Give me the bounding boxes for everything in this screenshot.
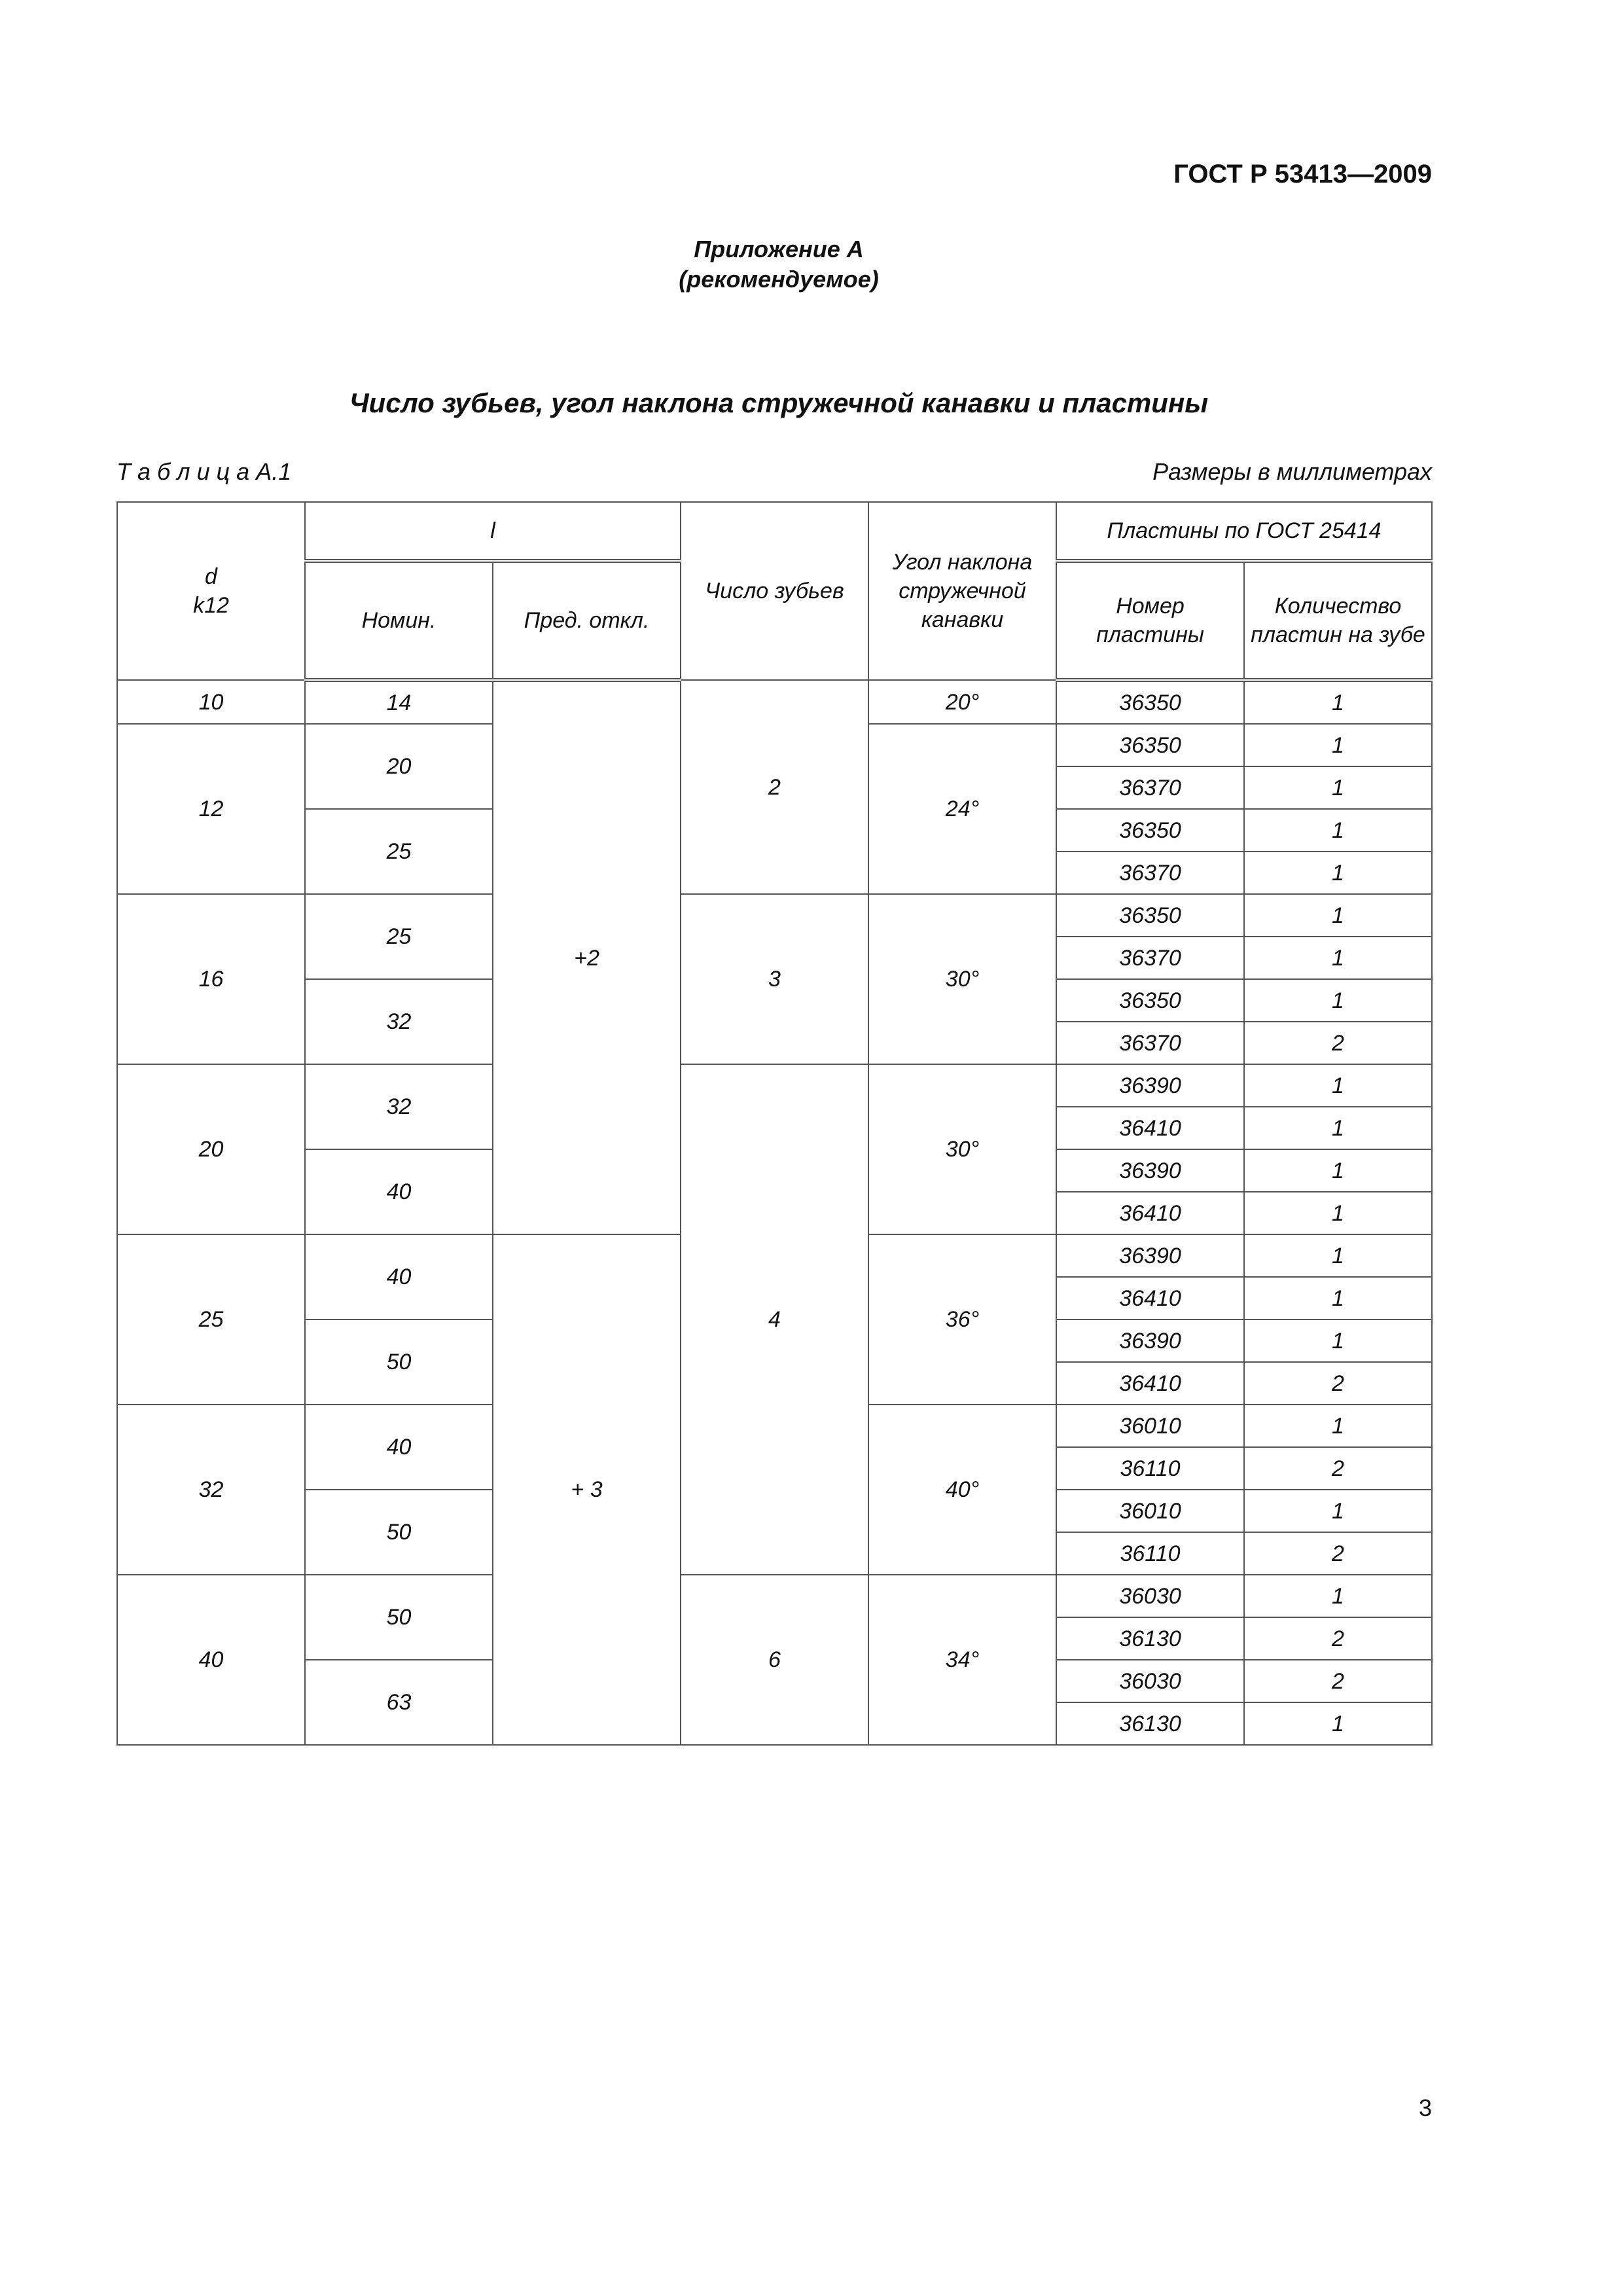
cell-d: 12 xyxy=(117,724,305,894)
cell-angle: 20° xyxy=(868,680,1056,724)
cell-d: 40 xyxy=(117,1575,305,1745)
page-number: 3 xyxy=(1418,2094,1432,2121)
cell-plate-quantity: 1 xyxy=(1244,1192,1432,1234)
table-row xyxy=(117,680,1432,724)
cell-plate-quantity: 1 xyxy=(1244,1277,1432,1319)
cell-l-nominal: 40 xyxy=(305,1405,493,1490)
cell-plate-number: 36130 xyxy=(1056,1617,1244,1660)
page-title: Число зубьев, угол наклона стружечной канавки и пластины xyxy=(349,387,1209,418)
cell-plate-number: 36390 xyxy=(1056,1234,1244,1277)
cell-l-nominal: 32 xyxy=(305,979,493,1064)
appendix-heading xyxy=(0,234,1558,295)
cell-teeth: 4 xyxy=(681,1064,868,1575)
header-teeth: Число зубьев xyxy=(681,502,868,680)
cell-plate-quantity: 2 xyxy=(1244,1660,1432,1702)
cell-plate-number: 36130 xyxy=(1056,1702,1244,1745)
cell-plate-quantity: 1 xyxy=(1244,1107,1432,1149)
cell-l-nominal: 14 xyxy=(305,680,493,724)
cell-plate-quantity: 1 xyxy=(1244,1405,1432,1447)
cell-angle: 30° xyxy=(868,894,1056,1064)
cell-plate-quantity: 1 xyxy=(1244,979,1432,1022)
cell-plate-number: 36370 xyxy=(1056,766,1244,809)
cell-plate-quantity: 1 xyxy=(1244,894,1432,937)
table-label: Т а б л и ц а А.1 xyxy=(116,458,292,485)
table-row xyxy=(117,1064,1432,1107)
header-l: l xyxy=(305,502,681,561)
cell-l-nominal: 25 xyxy=(305,894,493,979)
cell-l-nominal: 50 xyxy=(305,1319,493,1405)
cell-plate-number: 36350 xyxy=(1056,809,1244,852)
cell-plate-number: 36030 xyxy=(1056,1575,1244,1617)
cell-d: 16 xyxy=(117,894,305,1064)
cell-l-nominal: 63 xyxy=(305,1660,493,1745)
cell-teeth: 3 xyxy=(681,894,868,1064)
cell-l-deviation: +2 xyxy=(493,680,681,1234)
cell-plate-number: 36370 xyxy=(1056,937,1244,979)
cell-plate-quantity: 1 xyxy=(1244,1149,1432,1192)
cell-l-nominal: 50 xyxy=(305,1575,493,1660)
cell-angle: 24° xyxy=(868,724,1056,894)
cell-plate-quantity: 2 xyxy=(1244,1362,1432,1405)
cell-plate-quantity: 1 xyxy=(1244,1319,1432,1362)
header-plate-quantity: Количество пластин на зубе xyxy=(1244,561,1432,680)
header-d-tolerance: k12 xyxy=(193,593,229,618)
cell-plate-quantity: 1 xyxy=(1244,1490,1432,1532)
header-row xyxy=(117,502,1432,561)
cell-plate-quantity: 1 xyxy=(1244,1234,1432,1277)
cell-plate-quantity: 2 xyxy=(1244,1617,1432,1660)
document-code: ГОСТ Р 53413—2009 xyxy=(1173,160,1432,188)
data-table xyxy=(116,501,1433,1746)
units-note: Размеры в миллиметрах xyxy=(1152,458,1432,485)
cell-plate-number: 36010 xyxy=(1056,1405,1244,1447)
cell-plate-number: 36030 xyxy=(1056,1660,1244,1702)
cell-plate-quantity: 2 xyxy=(1244,1532,1432,1575)
cell-l-nominal: 40 xyxy=(305,1149,493,1234)
table-row xyxy=(117,894,1432,937)
cell-plate-quantity: 2 xyxy=(1244,1022,1432,1064)
cell-d: 32 xyxy=(117,1405,305,1575)
cell-l-nominal: 20 xyxy=(305,724,493,809)
table-row xyxy=(117,1575,1432,1617)
cell-plate-number: 36410 xyxy=(1056,1277,1244,1319)
cell-plate-number: 36410 xyxy=(1056,1192,1244,1234)
cell-d: 10 xyxy=(117,680,305,724)
cell-plate-quantity: 1 xyxy=(1244,680,1432,724)
cell-plate-number: 36410 xyxy=(1056,1362,1244,1405)
cell-plate-quantity: 1 xyxy=(1244,1575,1432,1617)
cell-angle: 30° xyxy=(868,1064,1056,1234)
cell-plate-number: 36350 xyxy=(1056,979,1244,1022)
cell-l-deviation: + 3 xyxy=(493,1234,681,1745)
cell-teeth: 6 xyxy=(681,1575,868,1745)
appendix-note: (рекомендуемое) xyxy=(679,266,879,293)
appendix-title: Приложение А xyxy=(694,236,864,262)
cell-plate-number: 36350 xyxy=(1056,894,1244,937)
cell-plate-number: 36390 xyxy=(1056,1064,1244,1107)
header-angle: Угол наклона стружечной канавки xyxy=(868,502,1056,680)
cell-plate-quantity: 1 xyxy=(1244,937,1432,979)
header-plate-number: Номер пластины xyxy=(1056,561,1244,680)
header-d xyxy=(117,502,305,680)
cell-plate-number: 36410 xyxy=(1056,1107,1244,1149)
cell-plate-quantity: 1 xyxy=(1244,724,1432,766)
header-d-label: d xyxy=(205,564,217,589)
cell-angle: 40° xyxy=(868,1405,1056,1575)
cell-plate-quantity: 2 xyxy=(1244,1447,1432,1490)
cell-l-nominal: 32 xyxy=(305,1064,493,1149)
cell-plate-quantity: 1 xyxy=(1244,1702,1432,1745)
cell-plate-number: 36110 xyxy=(1056,1532,1244,1575)
cell-plate-quantity: 1 xyxy=(1244,766,1432,809)
cell-plate-quantity: 1 xyxy=(1244,852,1432,894)
header-plates: Пластины по ГОСТ 25414 xyxy=(1056,502,1432,561)
cell-plate-number: 36370 xyxy=(1056,852,1244,894)
cell-angle: 34° xyxy=(868,1575,1056,1745)
cell-l-nominal: 40 xyxy=(305,1234,493,1319)
cell-plate-number: 36010 xyxy=(1056,1490,1244,1532)
cell-plate-number: 36350 xyxy=(1056,680,1244,724)
cell-plate-number: 36390 xyxy=(1056,1319,1244,1362)
cell-teeth: 2 xyxy=(681,680,868,894)
cell-plate-number: 36370 xyxy=(1056,1022,1244,1064)
cell-d: 20 xyxy=(117,1064,305,1234)
header-l-nominal: Номин. xyxy=(305,561,493,680)
cell-plate-number: 36350 xyxy=(1056,724,1244,766)
cell-l-nominal: 50 xyxy=(305,1490,493,1575)
header-l-deviation: Пред. откл. xyxy=(493,561,681,680)
cell-d: 25 xyxy=(117,1234,305,1405)
cell-plate-quantity: 1 xyxy=(1244,1064,1432,1107)
cell-angle: 36° xyxy=(868,1234,1056,1405)
cell-l-nominal: 25 xyxy=(305,809,493,894)
cell-plate-quantity: 1 xyxy=(1244,809,1432,852)
cell-plate-number: 36390 xyxy=(1056,1149,1244,1192)
cell-plate-number: 36110 xyxy=(1056,1447,1244,1490)
